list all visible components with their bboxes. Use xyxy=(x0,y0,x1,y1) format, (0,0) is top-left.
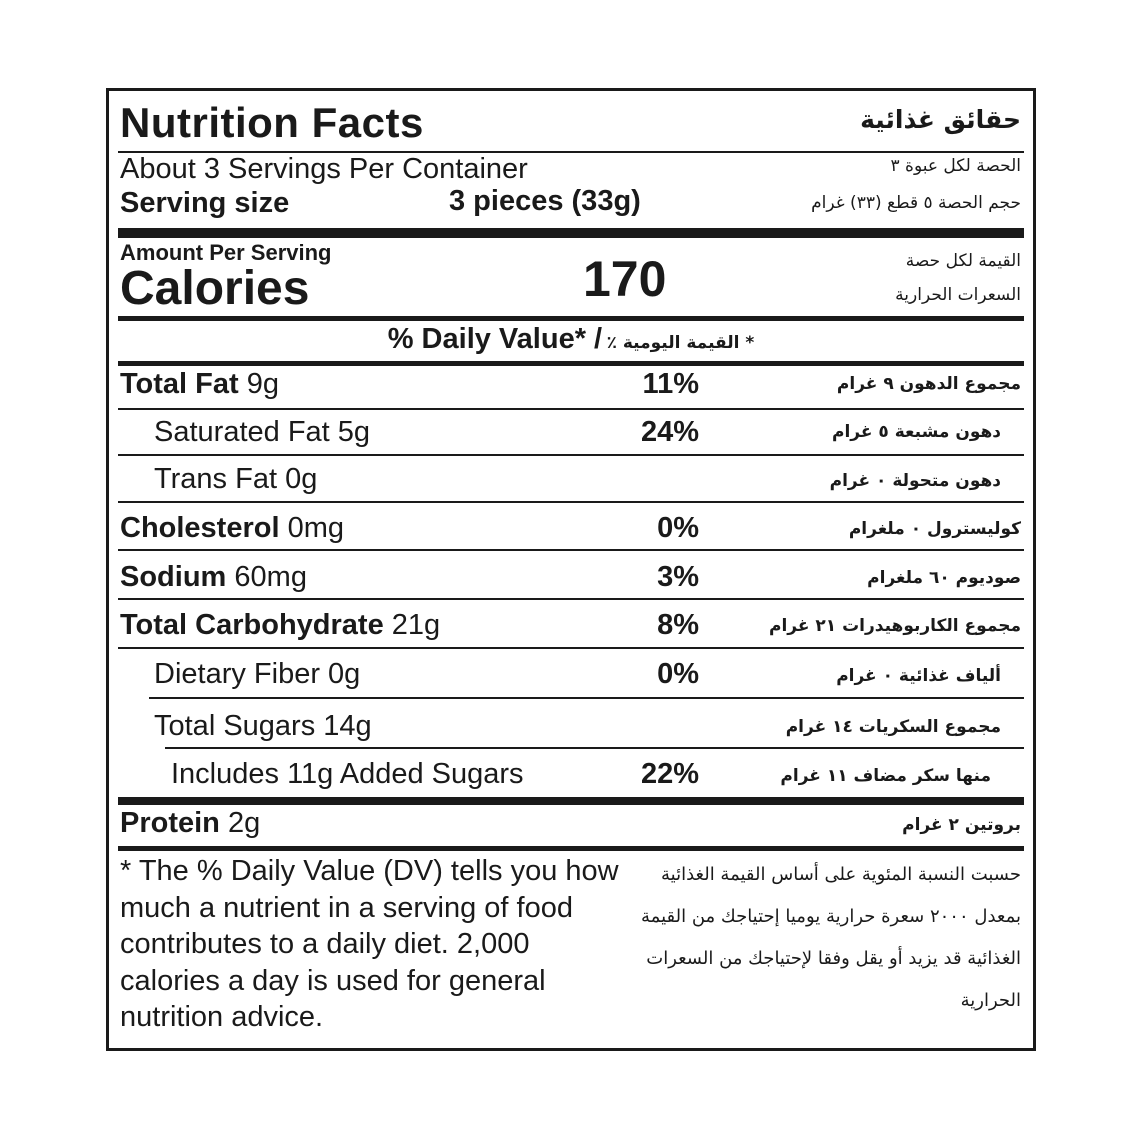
calories-label-en: Calories xyxy=(120,262,310,315)
nutrient-arabic: بروتين ٢ غرام xyxy=(902,815,1021,835)
daily-value-header-en: % Daily Value* / xyxy=(387,323,603,355)
nutrient-dv: 0% xyxy=(657,658,699,690)
servings-per-container-ar: الحصة لكل عبوة ٣ xyxy=(890,156,1021,176)
calories-value: 170 xyxy=(583,251,667,307)
nutrient-dv: 8% xyxy=(657,609,699,641)
nutrient-arabic: منها سكر مضاف ١١ غرام xyxy=(780,766,991,786)
medium-divider xyxy=(118,316,1024,321)
nutrient-amount: 0mg xyxy=(279,512,345,544)
nutrient-arabic: ألياف غذائية ٠ غرام xyxy=(836,666,1001,686)
serving-size-value-en: 3 pieces (33g) xyxy=(449,185,641,217)
divider xyxy=(118,501,1024,503)
nutrient-amount: 60mg xyxy=(226,561,307,593)
calories-label-ar: السعرات الحرارية xyxy=(895,285,1021,305)
nutrient-row-protein xyxy=(120,807,260,840)
nutrient-row-total-carbohydrate xyxy=(120,609,440,642)
serving-size-ar: حجم الحصة ٥ قطع (٣٣) غرام xyxy=(811,193,1021,213)
nutrient-arabic: مجموع الدهون ٩ غرام xyxy=(836,374,1021,394)
nutrient-row-sodium xyxy=(120,561,307,594)
divider xyxy=(165,747,1024,749)
nutrient-name: Dietary Fiber 0g xyxy=(154,658,361,690)
nutrient-arabic: صوديوم ٦٠ ملغرام xyxy=(867,568,1021,588)
daily-value-header xyxy=(109,323,1033,356)
label-title-en: Nutrition Facts xyxy=(120,99,424,146)
footnote-ar: حسبت النسبة المئوية على أساس القيمة الغذائية بمعدل ٢٠٠٠ سعرة حرارية يوميا إحتياجك من القيمة الغذائية قد يزيد أو يقل وفقا لإحتياجك من السعرات الحرارية xyxy=(641,864,1021,1011)
nutrient-amount: 9g xyxy=(238,368,280,400)
serving-size-label-en: Serving size xyxy=(120,187,290,219)
nutrient-row-cholesterol xyxy=(120,512,344,545)
footnote-en: * The % Daily Value (DV) tells you how much a nutrient in a serving of food contributes to a daily diet. 2,000 calories a day is used for general nutrition advice. xyxy=(120,855,619,1033)
divider xyxy=(149,697,1024,699)
nutrient-name: Saturated Fat 5g xyxy=(154,416,371,448)
amount-per-serving-en: Amount Per Serving xyxy=(120,240,332,265)
divider xyxy=(118,598,1024,600)
nutrient-arabic: مجموع السكريات ١٤ غرام xyxy=(785,717,1001,737)
divider xyxy=(118,454,1024,456)
divider xyxy=(118,408,1024,410)
divider xyxy=(118,549,1024,551)
nutrient-dv: 11% xyxy=(642,368,699,400)
amount-per-serving-ar: القيمة لكل حصة xyxy=(905,251,1021,271)
nutrient-dv: 0% xyxy=(657,512,699,544)
nutrient-name: Total Fat xyxy=(120,368,239,400)
nutrient-amount: 21g xyxy=(383,609,441,641)
thick-divider xyxy=(118,797,1024,805)
nutrient-name: Cholesterol xyxy=(120,512,280,544)
nutrient-dv: 24% xyxy=(640,416,699,448)
nutrient-row-total-fat xyxy=(120,368,279,401)
thick-divider xyxy=(118,228,1024,238)
nutrition-facts-label xyxy=(106,88,1036,1051)
nutrient-dv: 3% xyxy=(657,561,699,593)
nutrient-name: Total Carbohydrate xyxy=(120,609,384,641)
nutrient-name: Protein xyxy=(120,807,220,839)
nutrient-name: Sodium xyxy=(120,561,227,593)
label-title-ar: حقائق غذائية xyxy=(860,105,1021,134)
medium-divider xyxy=(118,361,1024,366)
nutrient-arabic: دهون مشبعة ٥ غرام xyxy=(832,422,1001,442)
nutrient-arabic: دهون متحولة ٠ غرام xyxy=(829,471,1001,491)
nutrient-name: Trans Fat 0g xyxy=(154,463,318,495)
servings-per-container-en: About 3 Servings Per Container xyxy=(120,153,528,185)
nutrient-arabic: مجموع الكاربوهيدرات ٢١ غرام xyxy=(768,616,1021,636)
nutrient-dv: 22% xyxy=(640,758,699,790)
nutrient-arabic: كوليسترول ٠ ملغرام xyxy=(848,519,1021,539)
nutrient-name: Includes 11g Added Sugars xyxy=(171,758,524,790)
nutrient-name: Total Sugars 14g xyxy=(154,710,372,742)
medium-divider xyxy=(118,846,1024,851)
nutrient-amount: 2g xyxy=(219,807,261,839)
daily-value-header-ar: * القيمة اليومية ٪ xyxy=(606,333,755,353)
divider xyxy=(118,647,1024,649)
